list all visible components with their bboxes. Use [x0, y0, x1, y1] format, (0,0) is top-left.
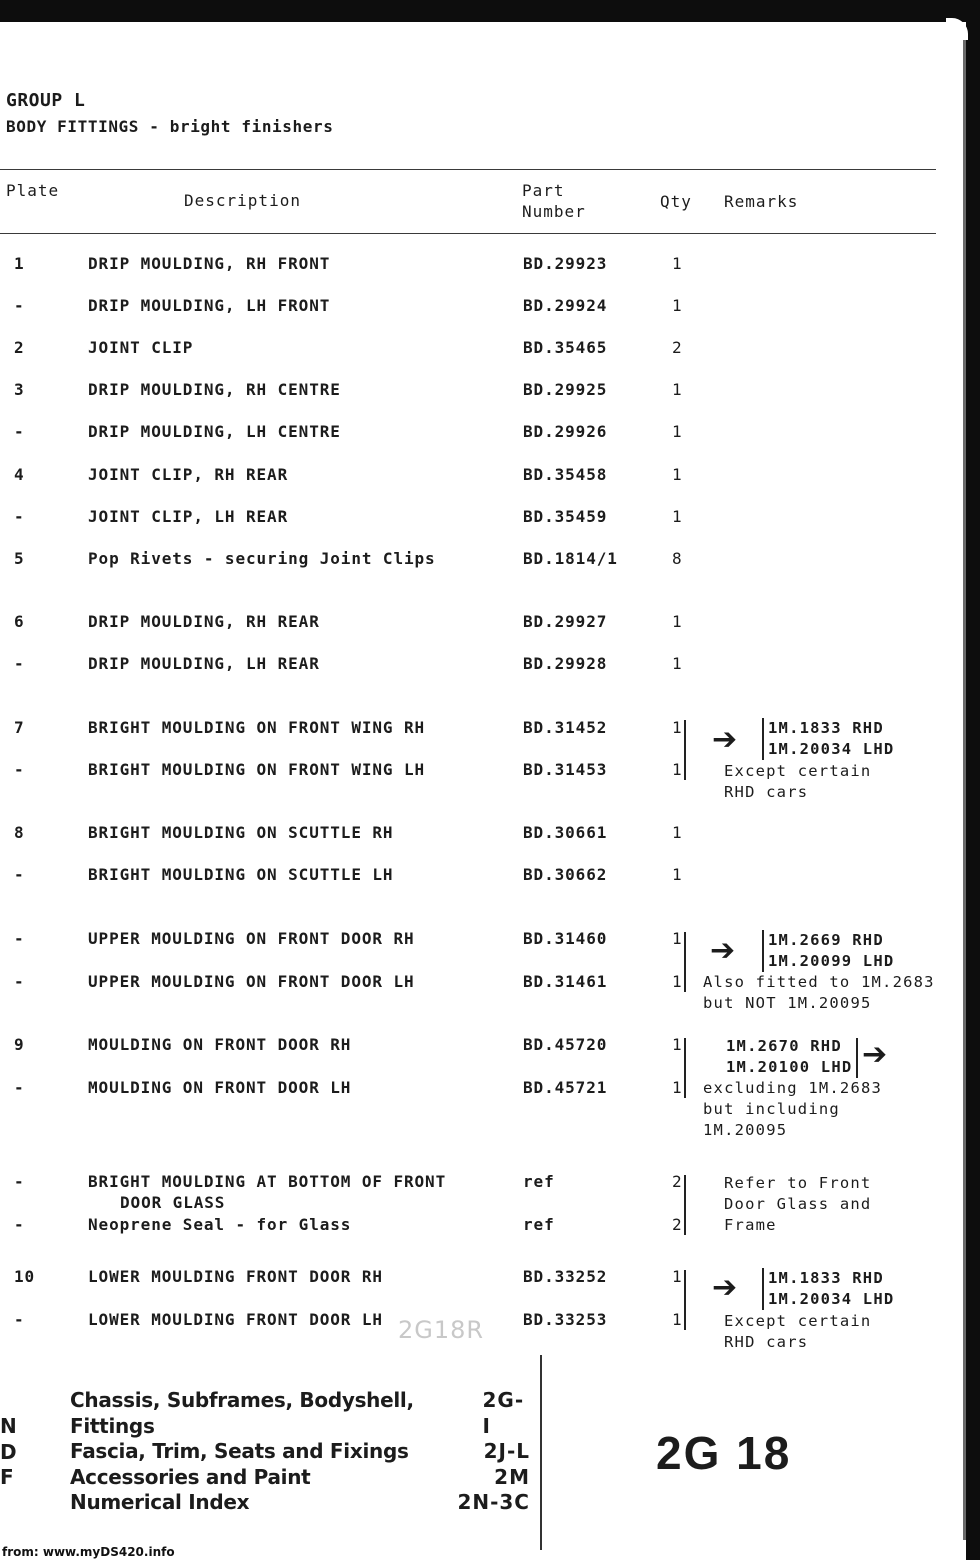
plate-number: -: [14, 1172, 25, 1191]
remark-note: but NOT 1M.20095: [703, 994, 872, 1012]
header-top-rule: [0, 169, 936, 170]
plate-number: -: [14, 654, 25, 673]
part-description: BRIGHT MOULDING AT BOTTOM OF FRONT: [88, 1172, 447, 1191]
side-letters: [0, 1414, 17, 1491]
part-description: UPPER MOULDING ON FRONT DOOR RH: [88, 929, 415, 948]
serial-bracket: [762, 718, 764, 760]
quantity: 1: [672, 1310, 683, 1329]
part-number: BD.31461: [523, 972, 608, 991]
remark-to-serial: 1M.20034 LHD: [768, 1290, 895, 1308]
quantity: 1: [672, 929, 683, 948]
index-row: [70, 1465, 530, 1491]
index-code: 2M: [494, 1464, 530, 1489]
part-number: BD.45721: [523, 1078, 608, 1097]
plate-number: 9: [14, 1035, 25, 1054]
section-index: [70, 1388, 530, 1516]
qty-bracket: [684, 1270, 686, 1330]
remark-note: Also fitted to 1M.2683: [703, 973, 935, 991]
index-row: [70, 1439, 530, 1465]
part-number: BD.33253: [523, 1310, 608, 1329]
quantity: 1: [672, 296, 683, 315]
plate-number: -: [14, 507, 25, 526]
part-description: MOULDING ON FRONT DOOR RH: [88, 1035, 352, 1054]
part-description: DRIP MOULDING, RH FRONT: [88, 254, 331, 273]
column-header-remarks: Remarks: [724, 192, 799, 211]
part-number: BD.35465: [523, 338, 608, 357]
section-subtitle: BODY FITTINGS - bright finishers: [6, 117, 334, 136]
quantity: 1: [672, 654, 683, 673]
part-number: BD.1814/1: [523, 549, 618, 568]
part-number: BD.31453: [523, 760, 608, 779]
plate-number: 4: [14, 465, 25, 484]
quantity: 1: [672, 507, 683, 526]
footer-divider: [540, 1355, 542, 1550]
part-description: LOWER MOULDING FRONT DOOR RH: [88, 1267, 383, 1286]
qty-bracket: [684, 932, 686, 992]
quantity: 1: [672, 760, 683, 779]
quantity: 8: [672, 549, 683, 568]
plate-number: -: [14, 760, 25, 779]
part-description: DRIP MOULDING, RH CENTRE: [88, 380, 341, 399]
index-row: [70, 1388, 530, 1439]
part-number: BD.29925: [523, 380, 608, 399]
scan-border-top: [0, 0, 980, 22]
part-description: DRIP MOULDING, LH CENTRE: [88, 422, 341, 441]
part-description: MOULDING ON FRONT DOOR LH: [88, 1078, 352, 1097]
right-arrow-icon: ➔: [710, 933, 736, 968]
part-description: LOWER MOULDING FRONT DOOR LH: [88, 1310, 383, 1329]
part-description: BRIGHT MOULDING ON FRONT WING LH: [88, 760, 426, 779]
remark-to-serial: 1M.20034 LHD: [768, 740, 895, 758]
part-number: BD.31460: [523, 929, 608, 948]
quantity: 1: [672, 1078, 683, 1097]
part-number: ref: [523, 1172, 555, 1191]
quantity: 1: [672, 823, 683, 842]
plate-number: -: [14, 296, 25, 315]
plate-number: 3: [14, 380, 25, 399]
part-number: BD.33252: [523, 1267, 608, 1286]
quantity: 1: [672, 1267, 683, 1286]
source-note: from: www.myDS420.info: [2, 1545, 175, 1559]
plate-number: 8: [14, 823, 25, 842]
page-header: [6, 90, 333, 136]
part-number: BD.29926: [523, 422, 608, 441]
serial-bracket: [762, 930, 764, 972]
part-number: BD.30661: [523, 823, 608, 842]
remark-note: excluding 1M.2683: [703, 1079, 883, 1097]
column-header-part-number: Part Number: [522, 181, 586, 221]
remark-note: Refer to Front: [724, 1174, 872, 1192]
quantity: 1: [672, 380, 683, 399]
remark-note: RHD cars: [724, 783, 809, 801]
remark-from-serial: 1M.2670 RHD: [726, 1037, 842, 1055]
plate-number: -: [14, 422, 25, 441]
remark-from-serial: 1M.1833 RHD: [768, 719, 884, 737]
index-label: Accessories and Paint: [70, 1464, 311, 1489]
part-description: JOINT CLIP, RH REAR: [88, 465, 289, 484]
part-description: BRIGHT MOULDING ON SCUTTLE LH: [88, 865, 394, 884]
part-number: BD.29928: [523, 654, 608, 673]
index-code: 2J-L: [483, 1439, 530, 1463]
part-number: BD.29924: [523, 296, 608, 315]
plate-number: 1: [14, 254, 25, 273]
right-arrow-icon: ➔: [712, 722, 738, 757]
plate-number: 10: [14, 1267, 36, 1286]
qty-bracket: [684, 1038, 686, 1098]
part-number: ref: [523, 1215, 555, 1234]
quantity: 1: [672, 1035, 683, 1054]
remark-note: Except certain: [724, 762, 872, 780]
plate-number: -: [14, 865, 25, 884]
part-number: BD.30662: [523, 865, 608, 884]
column-header-description: Description: [184, 191, 301, 210]
side-letter: D: [0, 1439, 17, 1464]
right-arrow-icon: ➔: [862, 1037, 888, 1072]
part-description: UPPER MOULDING ON FRONT DOOR LH: [88, 972, 415, 991]
plate-number: -: [14, 1215, 25, 1234]
scan-edge-right: [963, 40, 966, 1540]
part-number: BD.29923: [523, 254, 608, 273]
plate-number: 7: [14, 718, 25, 737]
part-description: BRIGHT MOULDING ON SCUTTLE RH: [88, 823, 394, 842]
part-number: BD.35458: [523, 465, 608, 484]
remark-note: 1M.20095: [703, 1121, 788, 1139]
part-number: BD.35459: [523, 507, 608, 526]
quantity: 2: [672, 1215, 683, 1234]
part-description: JOINT CLIP, LH REAR: [88, 507, 289, 526]
header-bottom-rule: [0, 233, 936, 234]
index-label: Fascia, Trim, Seats and Fixings: [70, 1439, 409, 1463]
remark-to-serial: 1M.20100 LHD: [726, 1058, 853, 1076]
page-code: 2G 18: [656, 1427, 792, 1479]
part-description: Pop Rivets - securing Joint Clips: [88, 549, 436, 568]
remark-note: Frame: [724, 1216, 777, 1234]
part-number: BD.29927: [523, 612, 608, 631]
plate-number: 5: [14, 549, 25, 568]
side-letter: F: [0, 1465, 14, 1489]
remark-note: Door Glass and: [724, 1195, 872, 1213]
quantity: 1: [672, 612, 683, 631]
plate-number: 6: [14, 612, 25, 631]
quantity: 1: [672, 465, 683, 484]
part-description: DRIP MOULDING, LH REAR: [88, 654, 320, 673]
quantity: 1: [672, 422, 683, 441]
remark-to-serial: 1M.20099 LHD: [768, 952, 895, 970]
group-label: GROUP L: [6, 90, 86, 111]
right-arrow-icon: ➔: [712, 1270, 738, 1305]
index-code: 2N-3C: [457, 1490, 530, 1514]
column-header-plate: Plate: [6, 181, 60, 200]
remark-note: RHD cars: [724, 1333, 809, 1351]
part-description: BRIGHT MOULDING ON FRONT WING RH: [88, 718, 426, 737]
faint-stamp: 2G18R: [398, 1316, 485, 1344]
remark-note: Except certain: [724, 1312, 872, 1330]
index-row: [70, 1490, 530, 1516]
part-description: DRIP MOULDING, RH REAR: [88, 612, 320, 631]
qty-bracket: [684, 720, 686, 780]
part-description-continued: DOOR GLASS: [120, 1193, 226, 1212]
remark-from-serial: 1M.2669 RHD: [768, 931, 884, 949]
plate-number: -: [14, 1310, 25, 1329]
part-number: BD.45720: [523, 1035, 608, 1054]
index-label: Chassis, Subframes, Bodyshell, Fittings: [70, 1388, 414, 1438]
plate-number: -: [14, 1078, 25, 1097]
part-number: BD.31452: [523, 718, 608, 737]
index-code: 2G-I: [482, 1388, 525, 1438]
plate-number: -: [14, 972, 25, 991]
qty-bracket: [684, 1175, 686, 1235]
quantity: 1: [672, 972, 683, 991]
remark-from-serial: 1M.1833 RHD: [768, 1269, 884, 1287]
quantity: 2: [672, 1172, 683, 1191]
quantity: 2: [672, 338, 683, 357]
part-description: Neoprene Seal - for Glass: [88, 1215, 352, 1234]
column-header-qty: Qty: [660, 192, 692, 211]
scan-border-right: [966, 0, 980, 1560]
index-label: Numerical Index: [70, 1490, 250, 1514]
serial-bracket: [762, 1268, 764, 1310]
plate-number: 2: [14, 338, 25, 357]
side-letter: N: [0, 1414, 17, 1438]
quantity: 1: [672, 865, 683, 884]
part-description: DRIP MOULDING, LH FRONT: [88, 296, 331, 315]
serial-bracket: [856, 1038, 858, 1078]
remark-note: but including: [703, 1100, 840, 1118]
quantity: 1: [672, 718, 683, 737]
quantity: 1: [672, 254, 683, 273]
plate-number: -: [14, 929, 25, 948]
part-description: JOINT CLIP: [88, 338, 194, 357]
